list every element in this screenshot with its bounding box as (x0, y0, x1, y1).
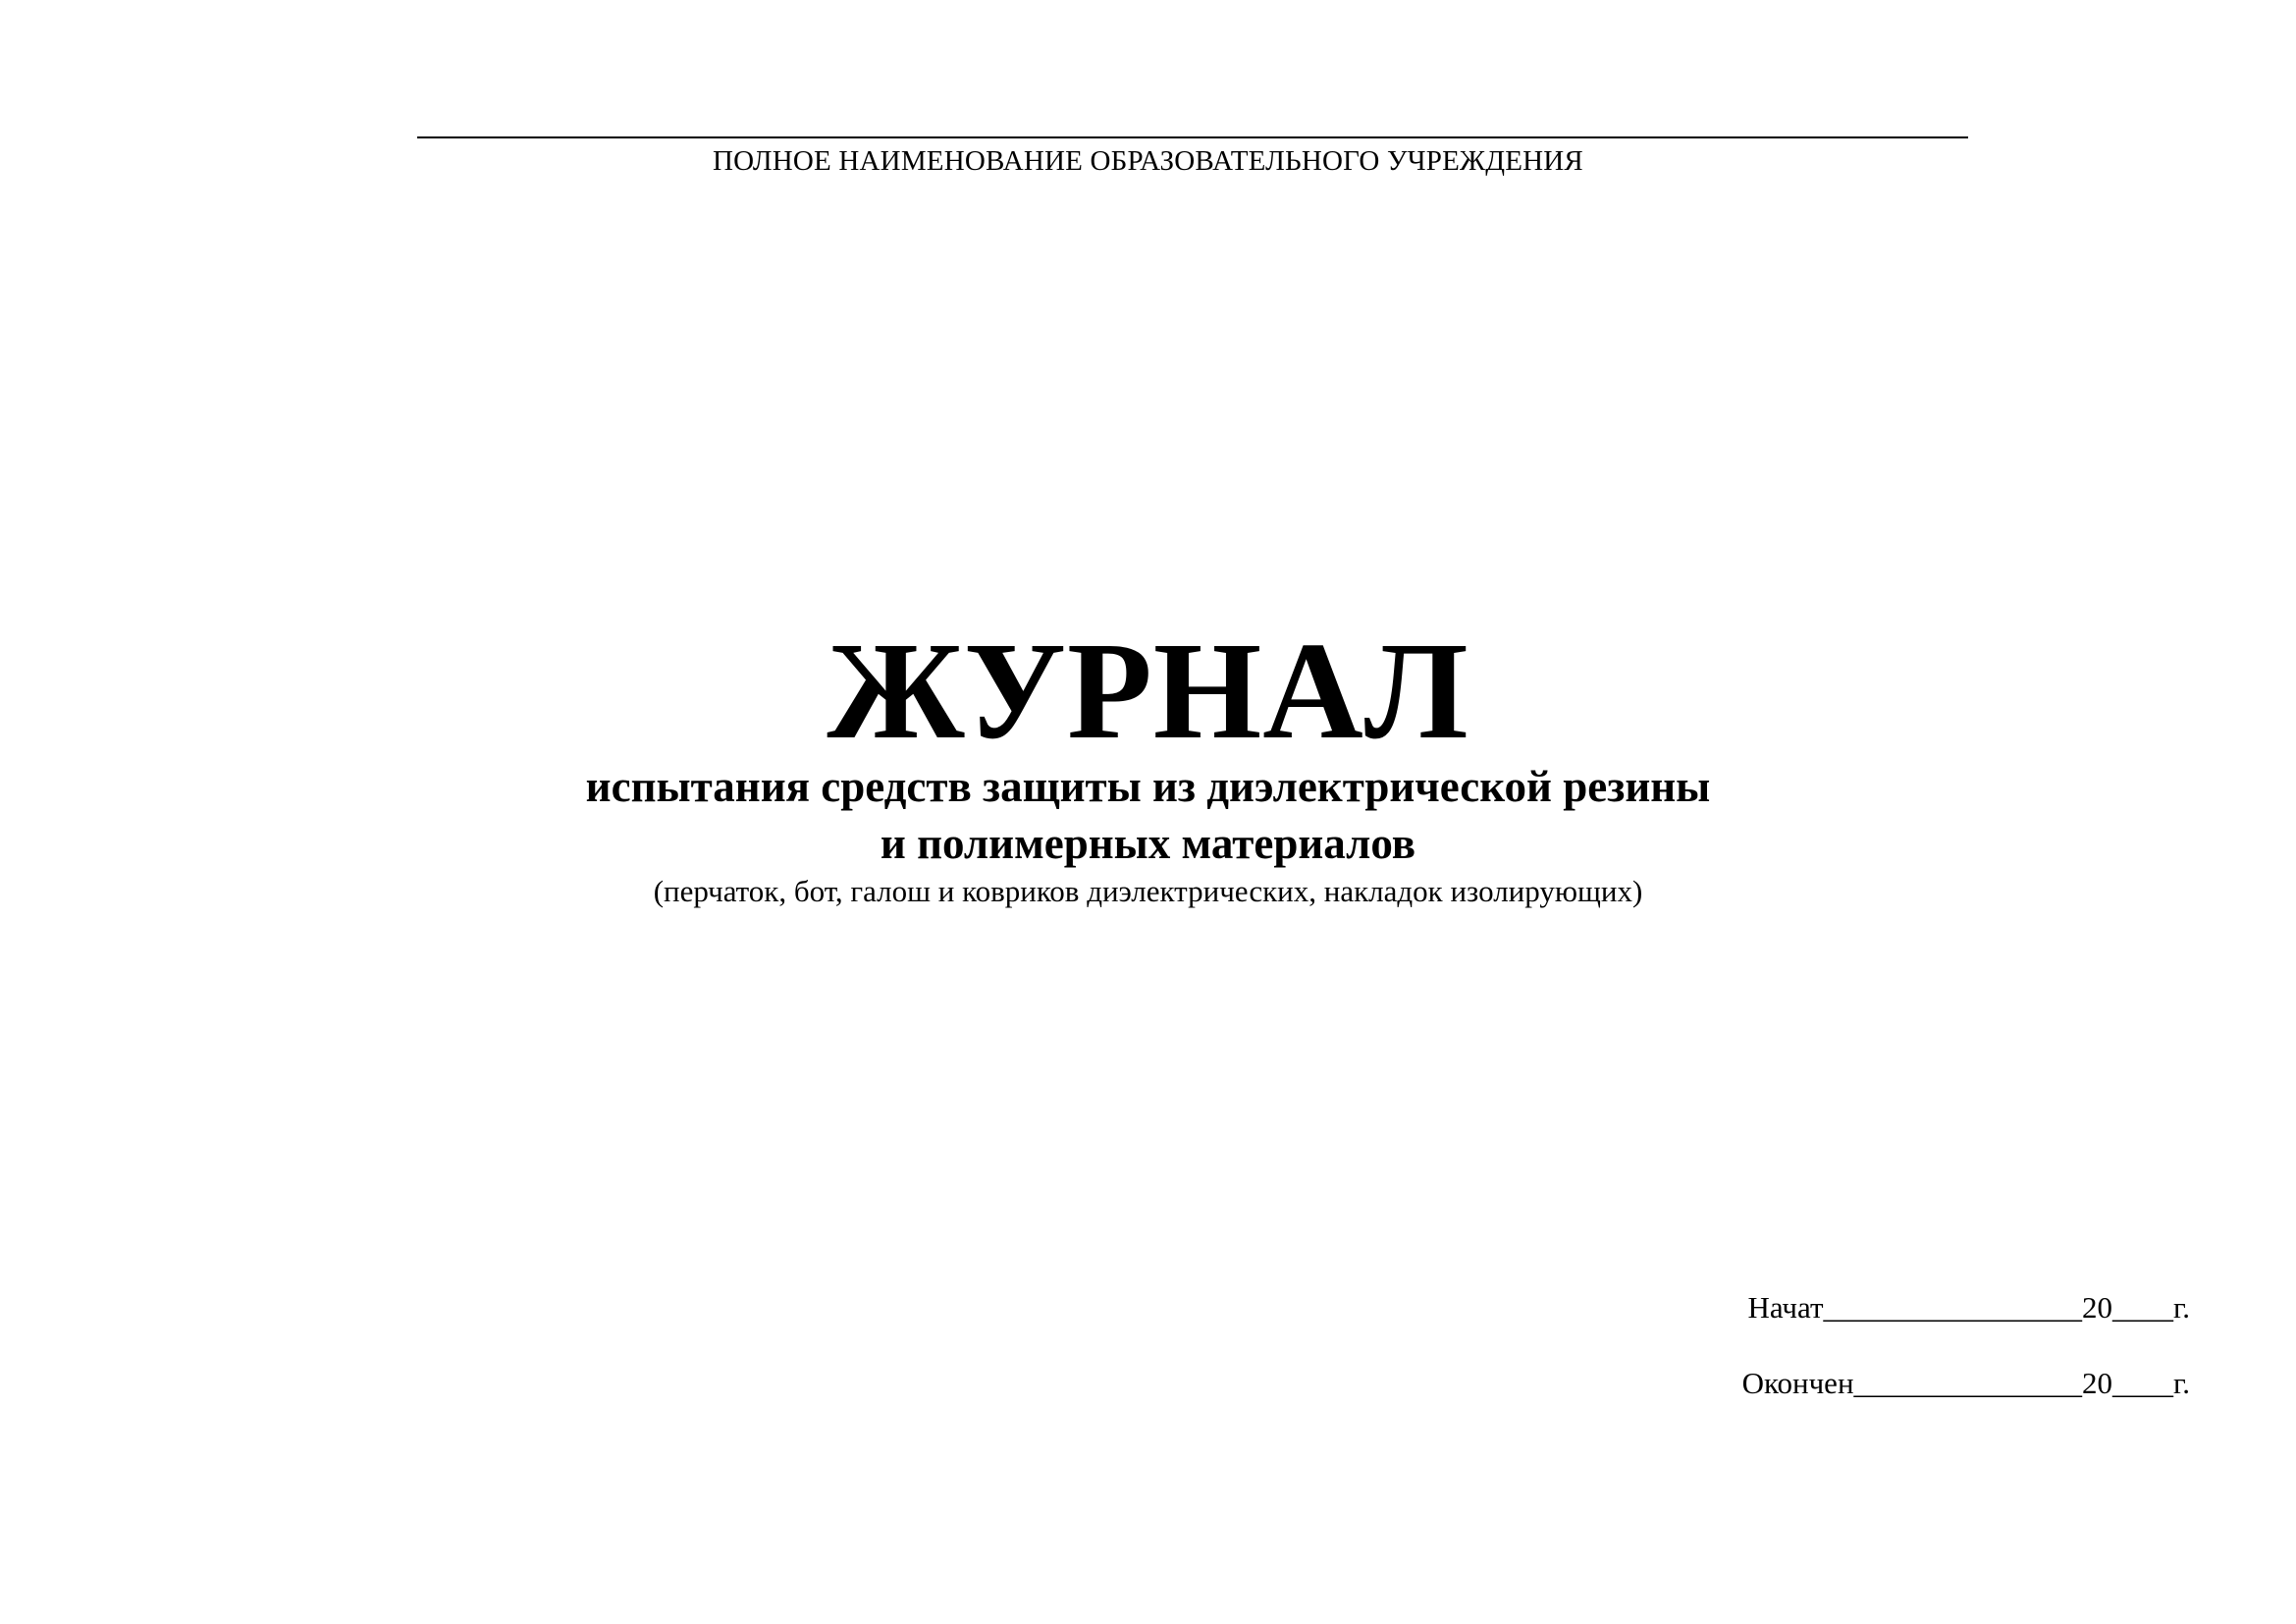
document-subtitle-note: (перчаток, бот, галош и ковриков диэлектрических, накладок изолирующих) (653, 874, 1643, 908)
end-date-field: Окончен_______________20____г. (1741, 1366, 2190, 1400)
document-subtitle-line-2: и полимерных материалов (880, 819, 1416, 868)
document-subtitle-line-1: испытания средств защиты из диэлектрической резины (585, 762, 1711, 811)
organization-caption: ПОЛНОЕ НАИМЕНОВАНИЕ ОБРАЗОВАТЕЛЬНОГО УЧРЕЖДЕНИЯ (713, 145, 1583, 177)
start-date-field: Начат_________________20____г. (1747, 1290, 2190, 1325)
organization-name-line (417, 136, 1968, 138)
document-title: ЖУРНАЛ (827, 613, 1469, 768)
